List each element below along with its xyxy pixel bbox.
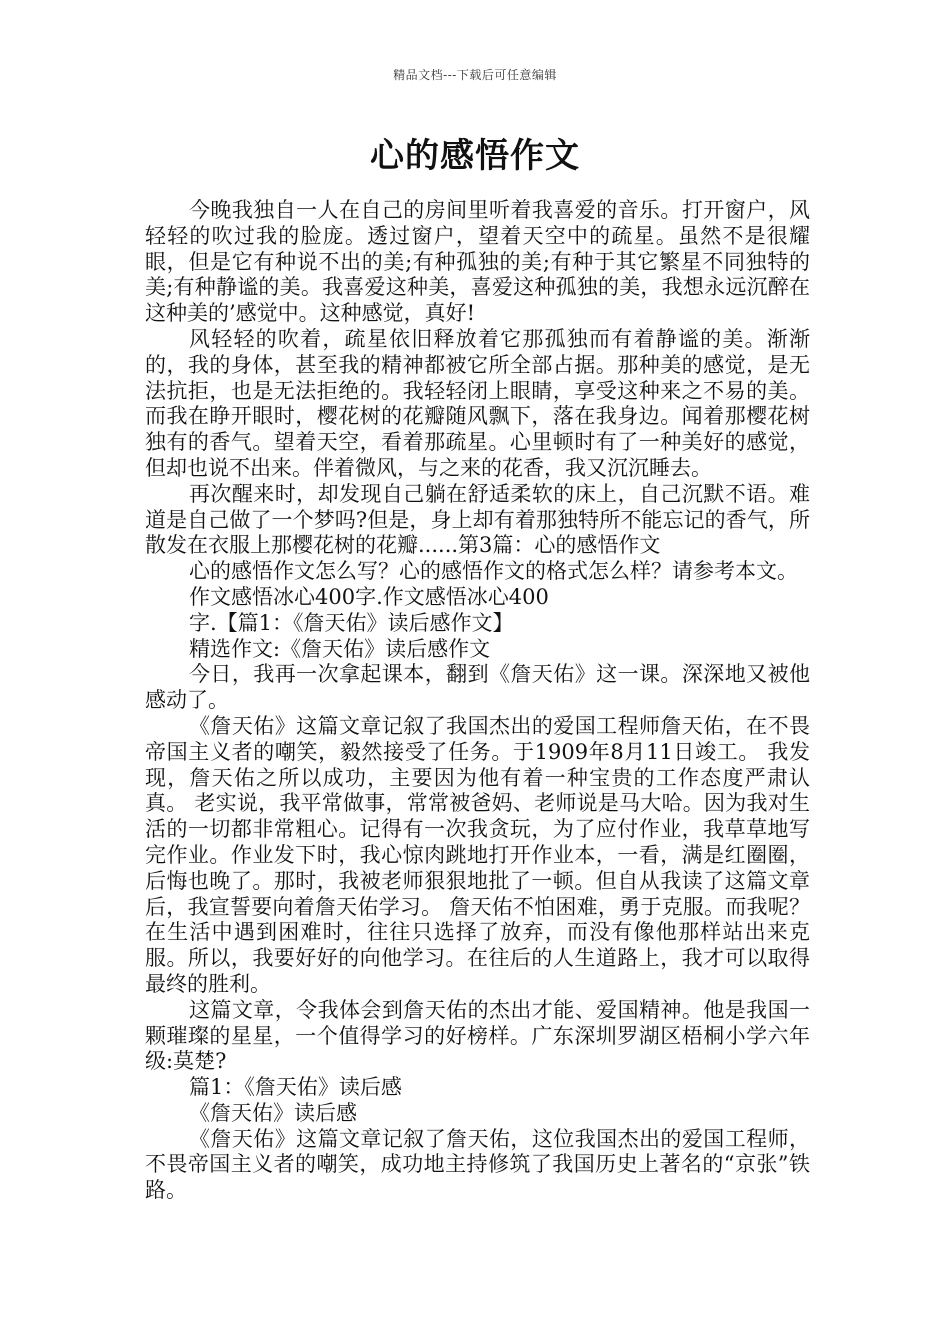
paragraph: 《詹天佑》这篇文章记叙了我国杰出的爱国工程师詹天佑，在不畏帝国主义者的嘲笑，毅然接受了任务。于1909年8月11日竣工。 我发现，詹天佑之所以成功，主要因为他有着一种宝贵的工作态度严肃认真。 老实说，我平常做事，常常被爸妈、老师说是马大哈。因为我对生活的一切都非常粗心。记得有一次我贪玩，为了应付作业，我草草地写完作业。作业发下时，我心惊肉跳地打开作业本，一看，满是红圈圈，后悔也晚了。那时，我被老师狠狠地批了一顿。但自从我读了这篇文章后，我宣誓要向着詹天佑学习。 詹天佑不怕困难，勇于克服。而我呢？在生活中遇到困难时，往往只选择了放弃，而没有像他那样站出来克服。所以，我要好好的向他学习。在往后的人生道路上，我才可以取得最终的胜利。 — [145, 713, 810, 996]
paragraph: 今日，我再一次拿起课本，翻到《詹天佑》这一课。深深地又被他感动了。 — [145, 662, 810, 713]
paragraph: 《詹天佑》这篇文章记叙了詹天佑，这位我国杰出的爱国工程师，不畏帝国主义者的嘲笑，成功地主持修筑了我国历史上著名的“京张”铁路。 — [145, 1126, 810, 1203]
paragraph: 心的感悟作文怎么写？心的感悟作文的格式怎么样？请参考本文。 — [189, 559, 798, 584]
paragraph: 篇1：《詹天佑》读后感 — [189, 1075, 402, 1100]
paragraph: 风轻轻的吹着，疏星依旧释放着它那孤独而有着静谧的美。渐渐的，我的身体，甚至我的精神都被它所全部占据。那种美的感觉，是无法抗拒，也是无法拒绝的。我轻轻闭上眼睛，享受这种来之不易的美。而我在睁开眼时，樱花树的花瓣随风飘下，落在我身边。闻着那樱花树独有的香气。望着天空，看着那疏星。心里顿时有了一种美好的感觉，但却也说不出来。伴着微风，与之来的花香，我又沉沉睡去。 — [145, 326, 810, 480]
document-body — [145, 198, 810, 1204]
paragraph: 作文感悟冰心400字.作文感悟冰心400 — [189, 584, 549, 609]
document-header-note: 精品文档---下载后可任意编辑 — [393, 68, 557, 82]
paragraph: 精选作文:《詹天佑》读后感作文 — [189, 636, 491, 661]
paragraph: 今晚我独自一人在自己的房间里听着我喜爱的音乐。打开窗户，风轻轻的吹过我的脸庞。透过窗户，望着天空中的疏星。虽然不是很耀眼，但是它有种说不出的美;有种孤独的美;有种于其它繁星不同独特的美;有种静谧的美。我喜爱这种美，喜爱这种孤独的美，我想永远沉醉在这种美的’感觉中。这种感觉，真好! — [145, 198, 810, 326]
paragraph: 《詹天佑》读后感 — [189, 1100, 357, 1125]
document-title: 心的感悟作文 — [370, 136, 580, 176]
paragraph: 这篇文章，令我体会到詹天佑的杰出才能、爱国精神。他是我国一颗璀璨的星星，一个值得学习的好榜样。广东深圳罗湖区梧桐小学六年级:莫楚? — [145, 997, 810, 1074]
paragraph: 字.【篇1：《詹天佑》读后感作文】 — [189, 610, 514, 635]
paragraph: 再次醒来时，却发现自己躺在舒适柔软的床上，自己沉默不语。难道是自己做了一个梦吗?但是，身上却有着那独特所不能忘记的香气，所散发在衣服上那樱花树的花瓣......第3篇：心的感悟作文 — [145, 481, 810, 558]
